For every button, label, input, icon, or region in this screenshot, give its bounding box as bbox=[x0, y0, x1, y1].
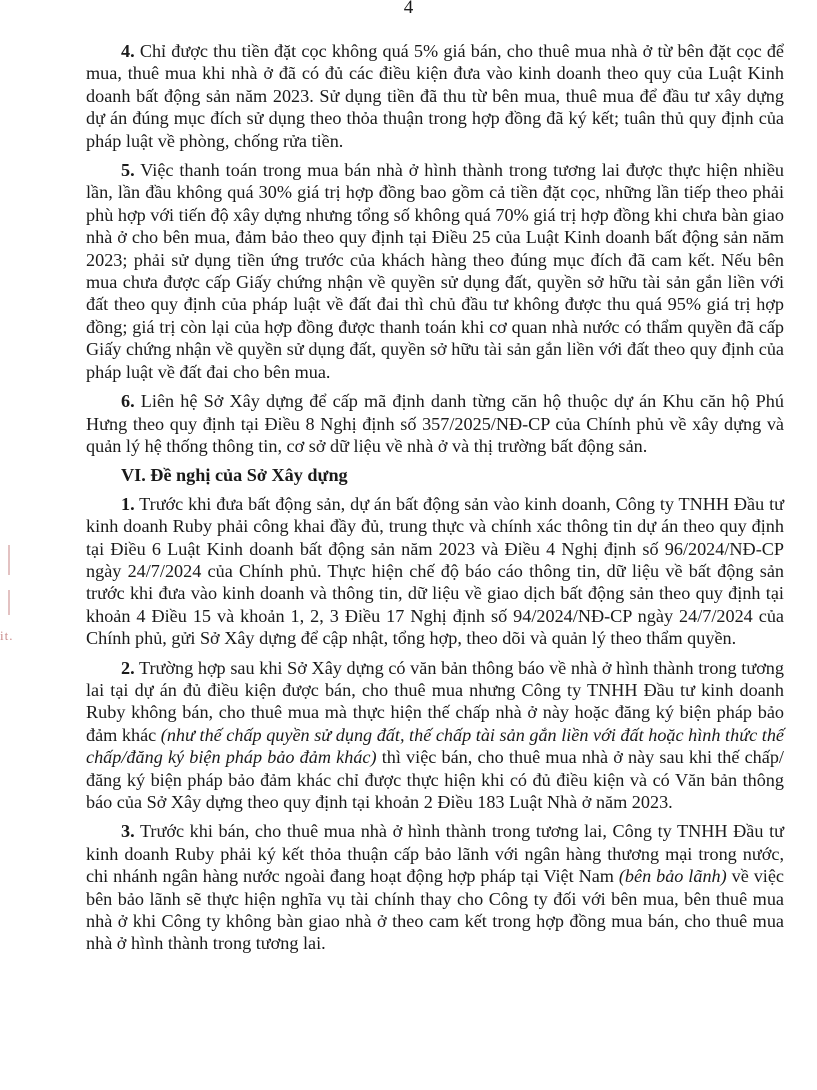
item-number: 4. bbox=[121, 41, 135, 61]
paragraph-italic-text: (bên bảo lãnh) bbox=[618, 866, 727, 887]
paragraph-text: Trường hợp sau khi Sở Xây dựng có văn bản thông báo về nhà ở hình thành trong tương lai tại dự án đủ điều kiện được bán, cho thuê mua nhưng Công ty TNHH Đầu tư kinh doanh Ruby không bán, cho thuê mua mà thực hiện thế chấp nhà ở này hoặc đăng ký biện pháp bảo đảm khác bbox=[86, 657, 784, 745]
item-number: 6. bbox=[121, 391, 135, 412]
margin-mark-text: it. bbox=[0, 628, 14, 643]
paragraph-text: Chỉ được thu tiền đặt cọc không quá 5% giá bán, cho thuê mua nhà ở từ bên đặt cọc để mua, thuê mua khi nhà ở đã có đủ các điều kiện đưa vào kinh doanh theo quy của Luật Kinh doanh bất động sản năm 2023. Sử dụng tiền đã thu từ bên mua, thuê mua để đầu tư xây dựng dự án đúng mục đích sử dụng theo thỏa thuận trong hợp đồng đã ký kết; tuân thủ quy định của pháp luật về phòng, chống rửa tiền. bbox=[86, 41, 784, 151]
paragraph-recommendation-3 bbox=[86, 820, 784, 954]
paragraph-item-5 bbox=[86, 159, 784, 383]
document-body bbox=[86, 40, 784, 962]
item-number: 3. bbox=[121, 821, 135, 842]
page-number: 4 bbox=[403, 0, 414, 18]
item-number: 2. bbox=[121, 657, 135, 678]
section-heading: VI. Đề nghị của Sở Xây dựng bbox=[121, 465, 348, 486]
paragraph-text: Liên hệ Sở Xây dựng để cấp mã định danh từng căn hộ thuộc dự án Khu căn hộ Phú Hưng theo quy định tại Điều 8 Nghị định số 357/2025/NĐ-CP của Chính phủ về xây dựng và quản lý hệ thống thông tin, cơ sở dữ liệu về nhà ở và thị trường bất động sản. bbox=[86, 391, 784, 456]
paragraph-item-6 bbox=[86, 390, 784, 457]
paragraph-text: về việc bên bảo lãnh sẽ thực hiện nghĩa vụ tài chính thay cho Công ty đối với bên mua, bên thuê mua nhà ở khi Công ty không bàn giao nhà ở theo cam kết trong hợp đồng mua bán, cho thuê mua nhà ở hình thành trong tương lai. bbox=[86, 866, 784, 954]
paragraph-text: Trước khi đưa bất động sản, dự án bất động sản vào kinh doanh, Công ty TNHH Đầu tư kinh doanh Ruby phải công khai đầy đủ, trung thực và chính xác thông tin dự án theo quy định tại Điều 6 Luật Kinh doanh bất động sản năm 2023 và Điều 4 Nghị định số 96/2024/NĐ-CP ngày 24/7/2024 của Chính phủ. Thực hiện chế độ báo cáo thông tin, dữ liệu về bất động sản trước khi đưa vào kinh doanh và thông tin, dữ liệu về giao dịch bất động sản theo quy định tại khoản 4 Điều 15 và khoản 1, 2, 3 Điều 17 Nghị định số 94/2024/NĐ-CP ngày 24/7/2024 của Chính phủ, gửi Sở Xây dựng để cập nhật, tổng hợp, theo dõi và quản lý theo thẩm quyền. bbox=[86, 493, 784, 649]
margin-mark-line bbox=[8, 545, 10, 575]
paragraph-item-4 bbox=[86, 40, 784, 152]
margin-mark-line bbox=[8, 590, 10, 615]
item-number: 1. bbox=[121, 493, 135, 514]
paragraph-text: Trước khi bán, cho thuê mua nhà ở hình thành trong tương lai, Công ty TNHH Đầu tư kinh doanh Ruby phải ký kết thỏa thuận cấp bảo lãnh với ngân hàng thương mại trong nước, chi nhánh ngân hàng nước ngoài đang hoạt động hợp pháp tại Việt Nam bbox=[86, 821, 784, 887]
paragraph-recommendation-2 bbox=[86, 657, 784, 814]
paragraph-recommendation-1 bbox=[86, 493, 784, 650]
paragraph-text: thì việc bán, cho thuê mua nhà ở này sau khi thế chấp/đăng ký biện pháp bảo đảm khác chỉ được thực hiện khi có đủ điều kiện và có Văn bản thông báo của Sở Xây dựng theo quy định tại khoản 2 Điều 183 Luật Nhà ở năm 2023. bbox=[86, 747, 784, 812]
item-number: 5. bbox=[121, 160, 135, 181]
paragraph-italic-text: (như thế chấp quyền sử dụng đất, thế chấp tài sản gắn liền với đất hoặc hình thức thế chấp/đăng ký biện pháp bảo đảm khác) bbox=[86, 724, 784, 768]
paragraph-text: Việc thanh toán trong mua bán nhà ở hình thành trong tương lai được thực hiện nhiều lần, lần đầu không quá 30% giá trị hợp đồng bao gồm cả tiền đặt cọc, những lần tiếp theo phải phù hợp với tiến độ xây dựng nhưng tổng số không quá 70% giá trị hợp đồng khi chưa bàn giao nhà ở cho bên mua, đảm bảo theo quy định tại Điều 25 của Luật Kinh doanh bất động sản năm 2023; phải sử dụng tiền ứng trước của khách hàng theo đúng mục đích đã cam kết. Nếu bên mua chưa được cấp Giấy chứng nhận về quyền sử dụng đất, quyền sở hữu tài sản gắn liền với đất theo quy định của pháp luật về đất đai thì chủ đầu tư không được thu quá 95% giá trị hợp đồng; giá trị còn lại của hợp đồng được thanh toán khi cơ quan nhà nước có thẩm quyền đã cấp Giấy chứng nhận về quyền sử dụng đất, quyền sở hữu tài sản gắn liền với đất theo quy định của pháp luật về đất đai cho bên mua. bbox=[86, 160, 784, 382]
